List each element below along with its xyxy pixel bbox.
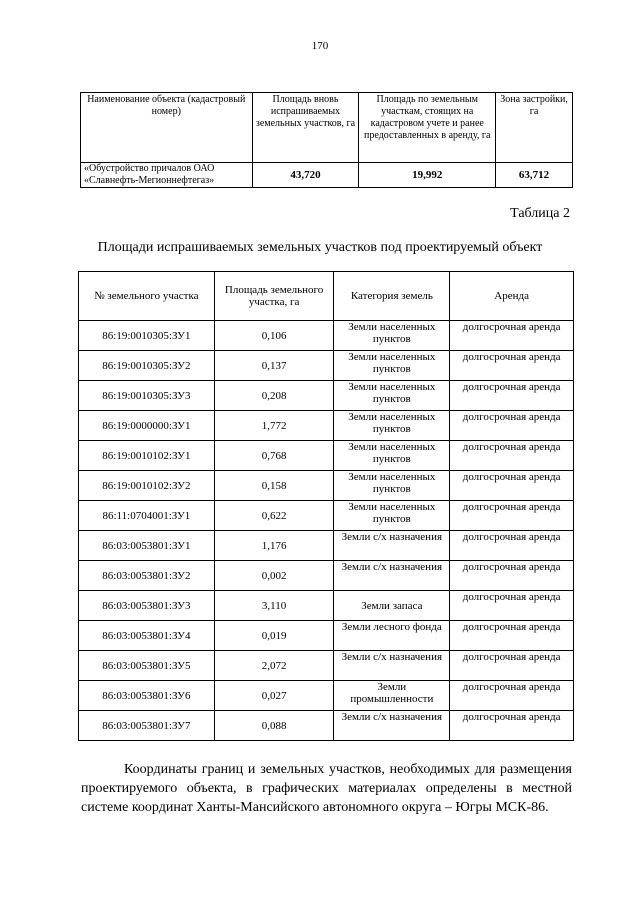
table-row	[79, 681, 574, 711]
cell-new-area: 43,720	[252, 163, 359, 188]
header-lease: Аренда	[450, 272, 574, 321]
cell-category: Земли с/х назначения	[334, 561, 450, 591]
cell-lease: долгосрочная аренда	[450, 411, 574, 441]
cell-category: Земли лесного фонда	[334, 621, 450, 651]
cell-plot-id: 86:19:0010305:ЗУ3	[79, 381, 215, 411]
cell-category: Земли с/х назначения	[334, 711, 450, 741]
coordinates-paragraph: Координаты границ и земельных участков, необходимых для размещения проектируемого объекта, в графических материалах определены в местной системе координат Ханты-Мансийского автономного округа – Югры МСК-86.	[81, 762, 572, 815]
cell-lease: долгосрочная аренда	[450, 441, 574, 471]
cell-category: Земли населенных пунктов	[334, 411, 450, 441]
cell-area: 0,088	[214, 711, 334, 741]
table-row	[79, 441, 574, 471]
header-plot-number: № земельного участка	[79, 272, 215, 321]
cell-plot-id: 86:03:0053801:ЗУ1	[79, 531, 215, 561]
header-plot-area: Площадь земельного участка, га	[214, 272, 334, 321]
cell-lease: долгосрочная аренда	[450, 501, 574, 531]
header-zone: Зона застройки, га	[496, 93, 573, 163]
cell-plot-id: 86:19:0010102:ЗУ1	[79, 441, 215, 471]
table-row	[79, 711, 574, 741]
cell-area: 0,158	[214, 471, 334, 501]
table-row	[79, 561, 574, 591]
cell-category: Земли промышленности	[334, 681, 450, 711]
cell-lease: долгосрочная аренда	[450, 351, 574, 381]
cell-category: Земли населенных пунктов	[334, 321, 450, 351]
table-row	[79, 381, 574, 411]
table-row	[79, 411, 574, 441]
cell-lease: долгосрочная аренда	[450, 561, 574, 591]
table-row	[79, 621, 574, 651]
cell-area: 0,002	[214, 561, 334, 591]
cell-area: 0,208	[214, 381, 334, 411]
cell-category: Земли запаса	[334, 591, 450, 621]
cell-plot-id: 86:03:0053801:ЗУ4	[79, 621, 215, 651]
cell-plot-id: 86:03:0053801:ЗУ2	[79, 561, 215, 591]
header-new-area: Площадь вновь испрашиваемых земельных участков, га	[252, 93, 359, 163]
header-land-category: Категория земель	[334, 272, 450, 321]
cell-category: Земли населенных пунктов	[334, 381, 450, 411]
cell-lease: долгосрочная аренда	[450, 681, 574, 711]
table-row	[79, 651, 574, 681]
cell-area: 2,072	[214, 651, 334, 681]
cell-registered-area: 19,992	[359, 163, 496, 188]
header-object-name: Наименование объекта (кадастровый номер)	[81, 93, 253, 163]
table-title: Площади испрашиваемых земельных участков под проектируемый объект	[97, 240, 543, 255]
cell-area: 1,176	[214, 531, 334, 561]
cell-area: 0,622	[214, 501, 334, 531]
object-area-table	[80, 92, 573, 188]
table-row	[79, 591, 574, 621]
cell-area: 0,106	[214, 321, 334, 351]
land-plots-table	[78, 271, 574, 741]
cell-plot-id: 86:03:0053801:ЗУ3	[79, 591, 215, 621]
cell-lease: долгосрочная аренда	[450, 591, 574, 621]
cell-area: 0,027	[214, 681, 334, 711]
cell-plot-id: 86:19:0010305:ЗУ1	[79, 321, 215, 351]
cell-plot-id: 86:19:0010305:ЗУ2	[79, 351, 215, 381]
cell-lease: долгосрочная аренда	[450, 621, 574, 651]
table-header-row	[79, 272, 574, 321]
cell-plot-id: 86:19:0010102:ЗУ2	[79, 471, 215, 501]
cell-area: 1,772	[214, 411, 334, 441]
table-row	[79, 501, 574, 531]
cell-category: Земли населенных пунктов	[334, 441, 450, 471]
cell-lease: долгосрочная аренда	[450, 381, 574, 411]
cell-plot-id: 86:19:0000000:ЗУ1	[79, 411, 215, 441]
cell-category: Земли населенных пунктов	[334, 471, 450, 501]
cell-object: «Обустройство причалов ОАО «Славнефть-Мегионнефтегаз»	[81, 163, 253, 188]
cell-area: 0,768	[214, 441, 334, 471]
table-header-row	[81, 93, 573, 163]
table-row	[79, 531, 574, 561]
table-row	[81, 163, 573, 188]
cell-lease: долгосрочная аренда	[450, 651, 574, 681]
cell-plot-id: 86:03:0053801:ЗУ6	[79, 681, 215, 711]
cell-area: 0,137	[214, 351, 334, 381]
cell-plot-id: 86:11:0704001:ЗУ1	[79, 501, 215, 531]
cell-area: 3,110	[214, 591, 334, 621]
table-row	[79, 471, 574, 501]
cell-lease: долгосрочная аренда	[450, 711, 574, 741]
cell-lease: долгосрочная аренда	[450, 471, 574, 501]
cell-lease: долгосрочная аренда	[450, 531, 574, 561]
table-row	[79, 351, 574, 381]
header-registered-area: Площадь по земельным участкам, стоящих на кадастровом учете и ранее предоставленных в аренду, га	[359, 93, 496, 163]
table-caption: Таблица 2	[510, 206, 570, 221]
cell-plot-id: 86:03:0053801:ЗУ5	[79, 651, 215, 681]
cell-category: Земли с/х назначения	[334, 651, 450, 681]
cell-plot-id: 86:03:0053801:ЗУ7	[79, 711, 215, 741]
cell-area: 0,019	[214, 621, 334, 651]
table-row	[79, 321, 574, 351]
cell-category: Земли населенных пунктов	[334, 351, 450, 381]
page-number: 170	[311, 40, 329, 52]
cell-zone: 63,712	[496, 163, 573, 188]
cell-lease: долгосрочная аренда	[450, 321, 574, 351]
cell-category: Земли населенных пунктов	[334, 501, 450, 531]
cell-category: Земли с/х назначения	[334, 531, 450, 561]
